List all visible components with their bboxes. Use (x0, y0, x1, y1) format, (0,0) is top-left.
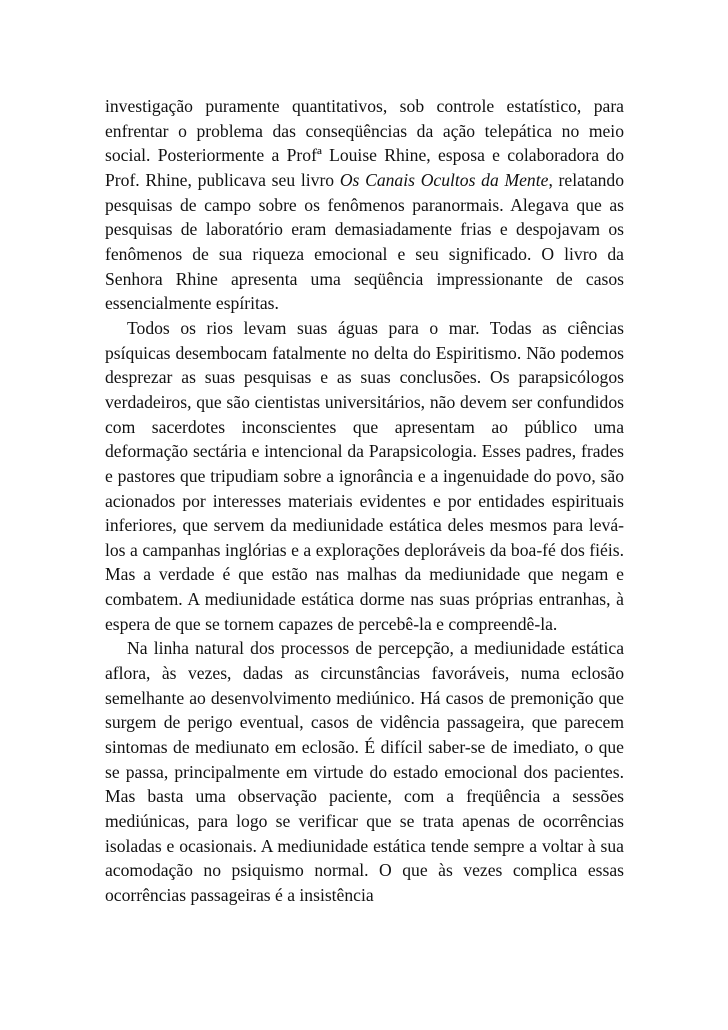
paragraph-2: Todos os rios levam suas águas para o mar. Todas as ciências psíquicas desembocam fatalmente no delta do Espiritismo. Não podemos desprezar as suas pesquisas e as suas conclusões. Os parapsicólogos verdadeiros, que são cientistas universitários, não devem ser confundidos com sacerdotes inconscientes que apresentam ao público uma deformação sectária e intencional da Parapsicologia. Esses padres, frades e pastores que tripudiam sobre a ignorância e a ingenuidade do povo, são acionados por interesses materiais evidentes e por entidades espirituais inferiores, que servem da mediunidade estática deles mesmos para levá-los a campanhas inglórias e a explorações deploráveis da boa-fé dos fiéis. Mas a verdade é que estão nas malhas da mediunidade que negam e combatem. A mediunidade estática dorme nas suas próprias entranhas, à espera de que se tornem capazes de percebê-la e compreendê-la. (105, 317, 624, 634)
paragraph-1 (105, 94, 624, 316)
paragraph-3: Na linha natural dos processos de percepção, a mediunidade estática aflora, às vezes, dadas as circunstâncias favoráveis, numa eclosão semelhante ao desenvolvimento mediúnico. Há casos de premonição que surgem de perigo eventual, casos de vidência passageira, que parecem sintomas de mediunato em eclosão. É difícil saber-se de imediato, o que se passa, principalmente em virtude do estado emocional dos pacientes. Mas basta uma observação paciente, com a freqüência a sessões mediúnicas, para logo se verificar que se trata apenas de ocorrências isoladas e ocasionais. A mediunidade estática tende sempre a voltar à sua acomodação no psiquismo normal. O que às vezes complica essas ocorrências passageiras é a insistência (105, 638, 624, 905)
paragraph-1-text-before: investigação puramente quantitativos, sob controle estatístico, para enfrentar o problema das conseqüências da ação telepática no meio social. Posteriormente a Profª Louise Rhine, esposa e colaboradora do Prof. Rhine, publicava seu livro (105, 96, 624, 190)
page-body (105, 94, 624, 908)
book-title: Os Canais Ocultos da Mente (339, 169, 549, 190)
paragraph-1-text-after: , relatando pesquisas de campo sobre os fenômenos paranormais. Alegava que as pesquisas de laboratório eram demasiadamente frias e despojavam os fenômenos de sua riqueza emocional e seu significado. O livro da Senhora Rhine apresenta uma seqüência impressionante de casos essencialmente espíritas. (105, 169, 625, 314)
